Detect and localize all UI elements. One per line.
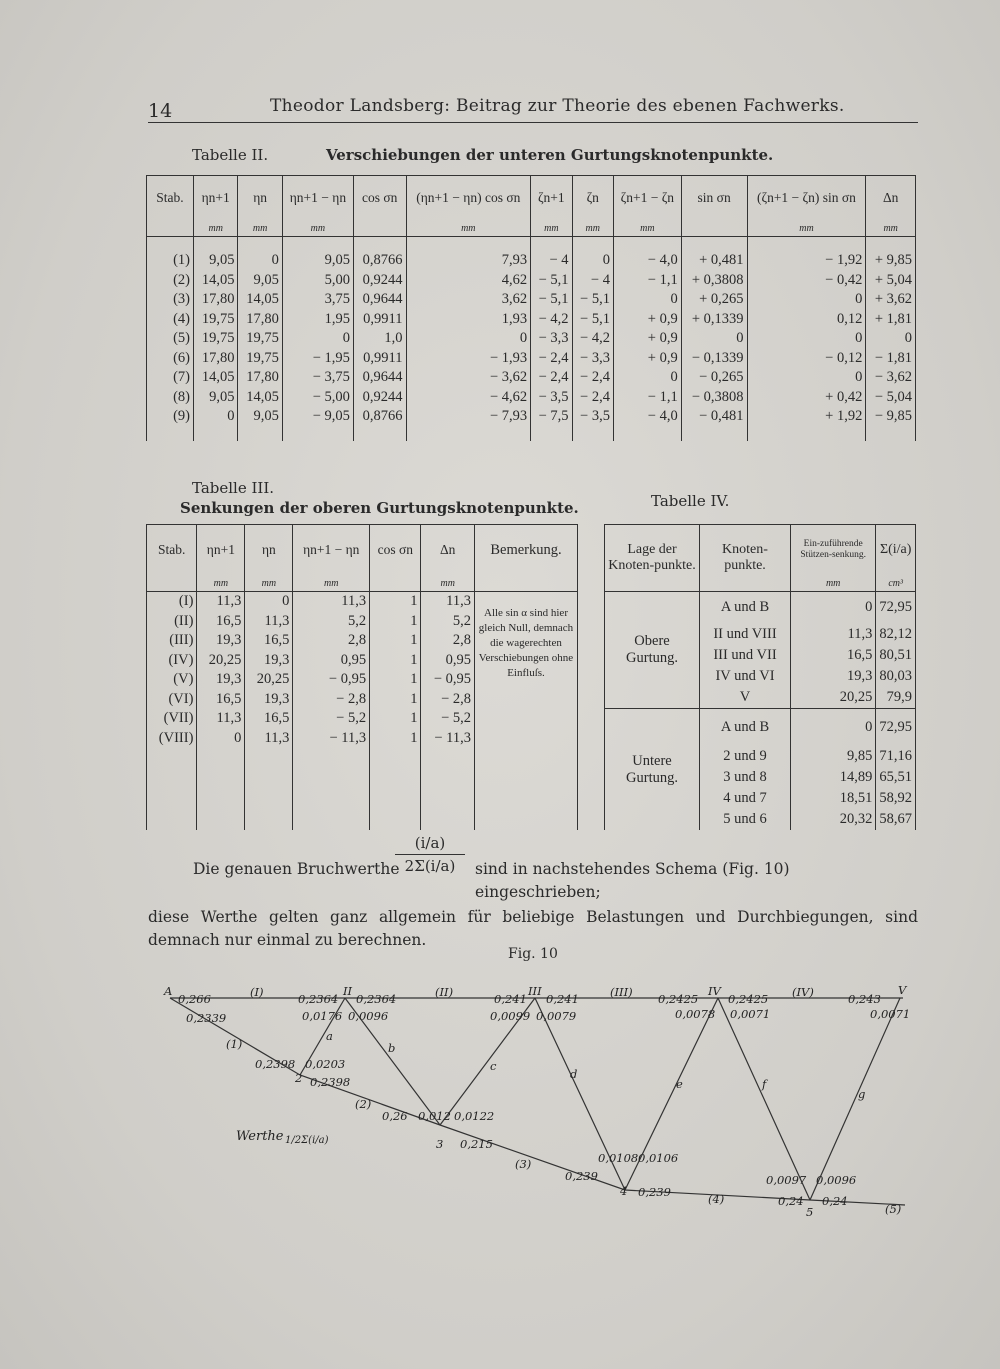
t2-col-zeta-diff: ζn+1 − ζn [613, 176, 681, 221]
table-cell: 19,3 [245, 651, 293, 671]
table-3: Stab. ηn+1 ηn ηn+1 − ηn cos σn Δn Bemerkung. mm mm mm mm (I) 11,3 0 11,3 1 11,3 Alle sin α sind hier gleich Null, demnach die wagerechten Verschiebungen ohne Einfluſs. (II) 16,5 11,3 5,2 1 5,2 (III) 19,3 16,5 2,8 1 2,8 (IV) 20,25 19,3 0,95 1 0,95 (V) 19,3 20,25 − 0,95 1 − 0,95 (VI) 16,5 19,3 − 2,8 1 − 2,8 (VII) 11,3 16,5 − 5,2 1 − 5,2 (VIII) 0 11,3 − 11,3 1 − 11,3 [146, 524, 578, 830]
table-cell: − 0,265 [681, 368, 747, 388]
table-cell: − 4,62 [406, 388, 531, 408]
val: 0,2425 [658, 992, 699, 1006]
table-cell: (III) [147, 631, 197, 651]
table-cell: − 0,95 [293, 670, 370, 690]
table-cell: 0 [791, 592, 876, 624]
bar-1: (1) [226, 1037, 243, 1051]
table-cell: 11,3 [791, 624, 876, 645]
table-cell: 14,89 [791, 767, 876, 788]
val: 0,24 [822, 1194, 848, 1208]
table-cell: (II) [147, 612, 197, 632]
table-cell: + 0,3808 [681, 271, 747, 291]
table-cell: − 3,62 [406, 368, 531, 388]
t2-col-eta-next: ηn+1 [194, 176, 238, 221]
table-cell: + 0,1339 [681, 310, 747, 330]
table-cell: − 3,3 [531, 329, 572, 349]
bar-4: (4) [708, 1192, 725, 1206]
table-cell: 3,75 [282, 290, 353, 310]
val: 0,266 [178, 992, 211, 1006]
table-cell: 9,05 [194, 251, 238, 271]
table-cell: 0 [747, 368, 866, 388]
table-cell: − 2,4 [531, 368, 572, 388]
table-cell: 20,25 [245, 670, 293, 690]
remark-text: Alle sin α sind hier gleich Null, demnach die wagerechten Verschiebungen ohne Einfluſs. [475, 592, 578, 831]
table-cell: 0 [245, 592, 293, 612]
val: 0,0079 [536, 1009, 577, 1023]
bar-b: b [388, 1041, 396, 1055]
node-A: A [164, 984, 173, 998]
table-cell: + 1,92 [747, 407, 866, 427]
table-cell: + 9,85 [866, 251, 916, 271]
table-cell: 14,05 [194, 271, 238, 291]
table-cell: 9,05 [238, 271, 282, 291]
table-cell: − 5,1 [572, 290, 613, 310]
fraction-numerator: (i/a) [395, 832, 465, 855]
t2-col-stab: Stab. [147, 176, 194, 221]
table-cell: 0 [238, 251, 282, 271]
table-cell: − 3,5 [572, 407, 613, 427]
table-cell: 11,3 [197, 709, 245, 729]
running-title: Theodor Landsberg: Beitrag zur Theorie des ebenen Fachwerks. [270, 96, 845, 116]
t4-col-sum: Σ(i/a) [876, 525, 916, 576]
val: 0,215 [460, 1137, 493, 1151]
table-cell: 0,95 [293, 651, 370, 671]
val: 0,0203 [305, 1057, 346, 1071]
table-cell: (8) [147, 388, 194, 408]
node-4: 4 [620, 1184, 628, 1198]
table-cell: 65,51 [876, 767, 916, 788]
table-cell: 0 [282, 329, 353, 349]
table-cell: − 3,75 [282, 368, 353, 388]
table-cell: − 2,8 [293, 690, 370, 710]
val: 0,0106 [638, 1151, 679, 1165]
table-cell: (VIII) [147, 729, 197, 749]
group-label: Obere Gurtung. [605, 592, 700, 709]
table-cell: (2) [147, 271, 194, 291]
figure-label: Fig. 10 [508, 946, 558, 962]
node-IV: IV [708, 984, 721, 998]
table-cell: 17,80 [238, 310, 282, 330]
para-line2: diese Werthe gelten ganz allgemein für beliebige Belastungen und Durchbiegungen, sind demnach nur einmal zu berechnen. [148, 908, 918, 949]
table-cell: (VII) [147, 709, 197, 729]
table-cell: 9,05 [282, 251, 353, 271]
node-II: II [343, 984, 353, 998]
val: 0,26 [382, 1109, 408, 1123]
val: 0,2339 [186, 1011, 227, 1025]
node-V: V [898, 983, 907, 997]
table-cell: 19,3 [197, 670, 245, 690]
table-cell: − 0,1339 [681, 349, 747, 369]
table-cell: − 5,00 [282, 388, 353, 408]
bar-II: (II) [435, 985, 454, 999]
table-cell: − 5,04 [866, 388, 916, 408]
table-cell: 1 [370, 651, 421, 671]
group-label: Untere Gurtung. [605, 709, 700, 830]
table4-label: Tabelle IV. [651, 492, 730, 510]
val: 0,0097 [766, 1173, 807, 1187]
table-cell: 11,3 [293, 592, 370, 612]
val: 0,0176 [302, 1009, 343, 1023]
table-cell: 0,95 [421, 651, 475, 671]
table-cell: (3) [147, 290, 194, 310]
table-cell: 0,9244 [353, 388, 406, 408]
table-cell: 19,75 [238, 349, 282, 369]
table-cell: 4,62 [406, 271, 531, 291]
t2-col-zeta-next: ζn+1 [531, 176, 572, 221]
val: 0,239 [565, 1169, 598, 1183]
table-cell: 19,3 [197, 631, 245, 651]
table-cell: − 1,95 [282, 349, 353, 369]
table-cell: 19,3 [245, 690, 293, 710]
table-cell: (4) [147, 310, 194, 330]
table-cell: 58,67 [876, 809, 916, 830]
table-cell: 5 und 6 [700, 809, 791, 830]
table-cell: 14,05 [238, 388, 282, 408]
table-cell: 1,93 [406, 310, 531, 330]
table-cell: 19,75 [194, 329, 238, 349]
table-cell: − 5,2 [293, 709, 370, 729]
t2-col-sin: sin σn [681, 176, 747, 221]
t4-col-lage: Lage der Knoten-punkte. [605, 525, 700, 592]
table-cell: (VI) [147, 690, 197, 710]
table-cell: + 0,481 [681, 251, 747, 271]
table-cell: − 0,12 [747, 349, 866, 369]
t3-col-cos: cos σn [370, 525, 421, 576]
table-cell: (V) [147, 670, 197, 690]
table-cell: V [700, 687, 791, 709]
table-cell: 2,8 [293, 631, 370, 651]
table-cell: 0,8766 [353, 251, 406, 271]
t3-col-stab: Stab. [147, 525, 197, 576]
table-cell: 82,12 [876, 624, 916, 645]
werthe-fraction: 1/2Σ(i/a) [285, 1135, 329, 1146]
table-cell: − 0,42 [747, 271, 866, 291]
table-cell: (6) [147, 349, 194, 369]
table-cell: − 5,2 [421, 709, 475, 729]
table-cell: − 5,1 [572, 310, 613, 330]
t2-col-zeta-sin: (ζn+1 − ζn) sin σn [747, 176, 866, 221]
table-cell: 5,00 [282, 271, 353, 291]
bar-III: (III) [610, 985, 633, 999]
t3-col-delta: Δn [421, 525, 475, 576]
table-cell: 1 [370, 729, 421, 749]
table-cell: 11,3 [197, 592, 245, 612]
bar-g: g [858, 1087, 866, 1101]
table2-title: Verschiebungen der unteren Gurtungsknotenpunkte. [326, 146, 774, 164]
table-cell: − 3,5 [531, 388, 572, 408]
val: 0,0071 [870, 1007, 911, 1021]
table-cell: − 1,92 [747, 251, 866, 271]
table-cell: 1 [370, 592, 421, 612]
table-cell: 71,16 [876, 746, 916, 767]
table-cell: 0,9911 [353, 349, 406, 369]
t2-col-eta-cos: (ηn+1 − ηn) cos σn [406, 176, 531, 221]
table-cell: − 2,4 [572, 388, 613, 408]
t3-col-remark: Bemerkung. [475, 525, 578, 576]
table-cell: IV und VI [700, 666, 791, 687]
table-cell: 1,0 [353, 329, 406, 349]
t3-col-eta: ηn [245, 525, 293, 576]
bar-3: (3) [515, 1157, 532, 1171]
table-cell: 2,8 [421, 631, 475, 651]
table-cell: 79,9 [876, 687, 916, 709]
table-cell: 9,85 [791, 746, 876, 767]
table-cell: − 3,62 [866, 368, 916, 388]
fraction-denominator: 2Σ(i/a) [404, 857, 456, 875]
table-cell: 0,9644 [353, 290, 406, 310]
t3-col-eta-diff: ηn+1 − ηn [293, 525, 370, 576]
t2-col-cos: cos σn [353, 176, 406, 221]
table-cell: 4 und 7 [700, 788, 791, 809]
table-cell: + 0,42 [747, 388, 866, 408]
table-cell: (7) [147, 368, 194, 388]
table-cell: + 1,81 [866, 310, 916, 330]
table-cell: − 1,1 [613, 271, 681, 291]
table-cell: − 7,5 [531, 407, 572, 427]
table-cell: 20,25 [197, 651, 245, 671]
table-cell: 0 [194, 407, 238, 427]
table-cell: 80,51 [876, 645, 916, 666]
t4-col-senkung: Ein-zuführende Stützen-senkung. [791, 525, 876, 576]
val: 0,2398 [310, 1075, 351, 1089]
table-cell: − 11,3 [421, 729, 475, 749]
table-cell: − 2,4 [572, 368, 613, 388]
val: 0,2398 [255, 1057, 296, 1071]
table-cell: − 3,3 [572, 349, 613, 369]
table-cell: 19,75 [238, 329, 282, 349]
val: 0,0122 [454, 1109, 495, 1123]
table-cell: 17,80 [194, 349, 238, 369]
table-cell: 7,93 [406, 251, 531, 271]
table-cell: 3,62 [406, 290, 531, 310]
table-cell: 9,05 [238, 407, 282, 427]
werthe-label: Werthe [236, 1129, 284, 1144]
para-line1-after: sind in nachstehendes Schema (Fig. 10) eingeschrieben; [475, 860, 790, 901]
table-cell: 72,95 [876, 592, 916, 624]
table-cell: (9) [147, 407, 194, 427]
val: 0,0078 [675, 1007, 716, 1021]
table-cell: A und B [700, 709, 791, 746]
table-cell: 0,12 [747, 310, 866, 330]
node-III: III [528, 984, 542, 998]
table-cell: − 4,0 [613, 407, 681, 427]
table-cell: II und VIII [700, 624, 791, 645]
bar-f: f [762, 1077, 767, 1091]
table-cell: 0 [791, 709, 876, 746]
table-cell: 3 und 8 [700, 767, 791, 788]
table-cell: 0,9911 [353, 310, 406, 330]
table-cell: 1 [370, 612, 421, 632]
t2-col-eta-diff: ηn+1 − ηn [282, 176, 353, 221]
table-cell: − 5,1 [531, 290, 572, 310]
table-cell: − 4 [572, 271, 613, 291]
t2-col-zeta: ζn [572, 176, 613, 221]
bar-IV: (IV) [792, 985, 814, 999]
table2-label: Tabelle II. [192, 146, 269, 164]
table-cell: − 0,3808 [681, 388, 747, 408]
table-cell: 5,2 [293, 612, 370, 632]
table-cell: 80,03 [876, 666, 916, 687]
table-cell: 0 [747, 329, 866, 349]
table-cell: − 0,481 [681, 407, 747, 427]
table-cell: 58,92 [876, 788, 916, 809]
table-cell: 0 [681, 329, 747, 349]
val: 0,2364 [298, 992, 339, 1006]
table-cell: 14,05 [194, 368, 238, 388]
table-cell: 0 [747, 290, 866, 310]
table-cell: 11,3 [245, 729, 293, 749]
table-cell: 16,5 [791, 645, 876, 666]
table-cell: − 9,85 [866, 407, 916, 427]
table-cell: − 11,3 [293, 729, 370, 749]
table-cell: (I) [147, 592, 197, 612]
table-cell: 16,5 [245, 631, 293, 651]
table-cell: 2 und 9 [700, 746, 791, 767]
t2-col-eta: ηn [238, 176, 282, 221]
table-cell: (1) [147, 251, 194, 271]
table-cell: 19,3 [791, 666, 876, 687]
table-4: Lage der Knoten-punkte. Knoten-punkte. Ein-zuführende Stützen-senkung. Σ(i/a) mm cm³ Obere Gurtung. A und B 0 72,95 II und VIII 11,3 82,12 III und VII 16,5 80,51 IV und VI 19,3 80,03 V 20,25 79,9 Untere Gurtung. A und B 0 72,95 2 und 9 9,85 71,16 3 und 8 14,89 65,51 4 und 7 18,51 58,92 5 und 6 20,32 58,67 [604, 524, 916, 830]
para-line1-before: Die genauen Bruchwerthe [193, 860, 400, 878]
val: 0,012 [418, 1109, 451, 1123]
table-cell: 20,32 [791, 809, 876, 830]
node-3: 3 [436, 1137, 444, 1151]
diag-g [810, 998, 900, 1200]
table-cell: − 2,8 [421, 690, 475, 710]
table-cell: 1 [370, 709, 421, 729]
table-cell: 0 [406, 329, 531, 349]
table-cell: − 4,2 [531, 310, 572, 330]
table-cell: A und B [700, 592, 791, 624]
table-cell: 11,3 [245, 612, 293, 632]
bar-c: c [490, 1059, 497, 1073]
val: 0,0099 [490, 1009, 531, 1023]
val: 0,0096 [816, 1173, 857, 1187]
table-cell: (5) [147, 329, 194, 349]
table-cell: − 1,93 [406, 349, 531, 369]
table-cell: 0 [613, 290, 681, 310]
t3-col-eta-next: ηn+1 [197, 525, 245, 576]
val: 0,24 [778, 1194, 804, 1208]
table-cell: − 1,81 [866, 349, 916, 369]
table-cell: − 4,0 [613, 251, 681, 271]
table-cell: − 4,2 [572, 329, 613, 349]
table-cell: + 0,9 [613, 349, 681, 369]
diag-f [718, 998, 810, 1200]
table-cell: + 3,62 [866, 290, 916, 310]
table-cell: III und VII [700, 645, 791, 666]
table-cell: 16,5 [197, 690, 245, 710]
table-cell: 0,9244 [353, 271, 406, 291]
val: 0,2425 [728, 992, 769, 1006]
bar-2: (2) [355, 1097, 372, 1111]
bar-5: (5) [885, 1202, 902, 1216]
table-cell: 18,51 [791, 788, 876, 809]
bar-e: e [676, 1077, 683, 1091]
table-2: Stab. ηn+1 ηn ηn+1 − ηn cos σn (ηn+1 − ηn) cos σn ζn+1 ζn ζn+1 − ζn sin σn (ζn+1 − ζn) sin σn Δn mm mm mm mm mm mm mm mm mm (1) 9,05 0 9,05 0,8766 7,93 − 4 0 − 4,0 + 0,481 − 1,92 + 9,85 (2) 14,05 9,05 5,00 0,9244 4,62 − 5,1 − 4 − 1,1 + 0,3808 − 0,42 + 5,04 (3) 17,80 14,05 3,75 0,9644 3,62 − 5,1 − 5,1 0 + 0,265 0 + 3,62 (4) 19,75 17,80 1,95 0,9911 1,93 − 4,2 − 5,1 + 0,9 + 0,1339 0,12 + 1,81 (5) 19,75 19,75 0 1,0 0 − 3,3 − 4,2 + 0,9 0 0 0 (6) 17,80 19,75 − 1,95 0,9911 − 1,93 − 2,4 − 3,3 + 0,9 − 0,1339 − 0,12 − 1,81 (7) 14,05 17,80 − 3,75 0,9644 − 3,62 − 2,4 − 2,4 0 − 0,265 0 − 3,62 (8) 9,05 14,05 − 5,00 0,9244 − 4,62 − 3,5 − 2,4 − 1,1 − 0,3808 + 0,42 − 5,04 (9) 0 9,05 − 9,05 0,8766 − 7,93 − 7,5 − 3,5 − 4,0 − 0,481 + 1,92 − 9,85 [146, 175, 916, 441]
bar-d: d [570, 1067, 578, 1081]
table-cell: 1 [370, 690, 421, 710]
table-cell: 17,80 [194, 290, 238, 310]
table-cell: 17,80 [238, 368, 282, 388]
table-cell: 9,05 [194, 388, 238, 408]
table-cell: 14,05 [238, 290, 282, 310]
page-number: 14 [148, 100, 173, 122]
table-cell: − 7,93 [406, 407, 531, 427]
t4-col-knoten: Knoten-punkte. [700, 525, 791, 592]
table-cell: 0 [197, 729, 245, 749]
val: 0,2364 [356, 992, 397, 1006]
table-cell: − 9,05 [282, 407, 353, 427]
bar-a: a [326, 1029, 333, 1043]
table-cell: 72,95 [876, 709, 916, 746]
val: 0,241 [494, 992, 527, 1006]
table-cell: − 1,1 [613, 388, 681, 408]
val: 0,0096 [348, 1009, 389, 1023]
table-cell: 5,2 [421, 612, 475, 632]
table-cell: 11,3 [421, 592, 475, 612]
node-5: 5 [806, 1205, 814, 1219]
val: 0,239 [638, 1185, 671, 1199]
table-cell: − 0,95 [421, 670, 475, 690]
table3-title: Senkungen der oberen Gurtungsknotenpunkte. [180, 499, 579, 517]
table-cell: 1,95 [282, 310, 353, 330]
val: 0,0071 [730, 1007, 771, 1021]
table-cell: + 0,265 [681, 290, 747, 310]
table-cell: 0,9644 [353, 368, 406, 388]
node-2: 2 [295, 1071, 303, 1085]
table-cell: (IV) [147, 651, 197, 671]
table-cell: 0,8766 [353, 407, 406, 427]
table-cell: − 4 [531, 251, 572, 271]
table-cell: 19,75 [194, 310, 238, 330]
val: 0,243 [848, 992, 881, 1006]
table-cell: 0 [613, 368, 681, 388]
table-cell: − 5,1 [531, 271, 572, 291]
table-cell: − 2,4 [531, 349, 572, 369]
table-cell: + 5,04 [866, 271, 916, 291]
table-cell: + 0,9 [613, 329, 681, 349]
table-cell: 16,5 [245, 709, 293, 729]
val: 0,241 [546, 992, 579, 1006]
table-cell: + 0,9 [613, 310, 681, 330]
table-cell: 1 [370, 670, 421, 690]
t2-col-delta: Δn [866, 176, 916, 221]
table-cell: 20,25 [791, 687, 876, 709]
table3-label: Tabelle III. [192, 479, 275, 497]
bar-I: (I) [250, 985, 264, 999]
table-cell: 0 [572, 251, 613, 271]
val: 0,0108 [598, 1151, 639, 1165]
table-cell: 1 [370, 631, 421, 651]
table-cell: 0 [866, 329, 916, 349]
table-cell: 16,5 [197, 612, 245, 632]
